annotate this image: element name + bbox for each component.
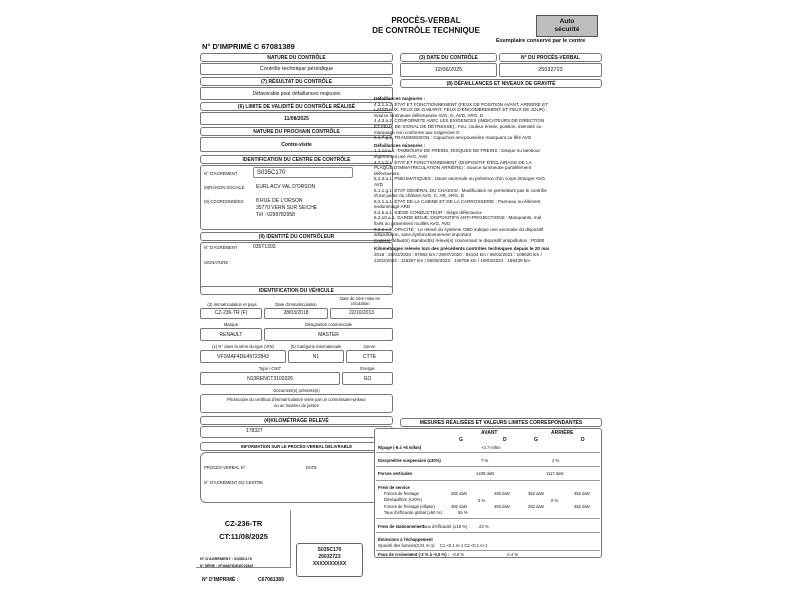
nature-header: NATURE DU CONTRÔLE <box>200 53 393 62</box>
report-title <box>356 16 496 36</box>
brake-rear-g: 352 daN <box>528 491 544 496</box>
measure-rule <box>376 452 600 453</box>
sticker-approval: N° D'AGRÉMENT : S035C170 <box>200 557 253 561</box>
efficiency-label: Taux d'efficacité global (≥50 %) : <box>384 510 445 515</box>
ovality-rear-d: 352 daN <box>574 504 590 509</box>
inspection-report-page <box>196 10 606 595</box>
sticker-serial: N° SÉRIE : VF1MAF4DE49722843 <box>200 564 254 568</box>
major-defect-line: ET FEUX DE SIGNAL DE DÉTRESSE) : Feu, couleur émise, position, intensité ou <box>374 123 542 129</box>
rear-g-label: G <box>534 437 538 443</box>
ovality-front-g: 482 daN <box>451 504 467 509</box>
ovality-front-d: 493 daN <box>494 504 510 509</box>
category-value: N1 <box>288 350 344 363</box>
minor-defect-line: antipollution, sans dysfonctionnement important <box>374 232 472 238</box>
suspension-rear: 2 % <box>552 458 560 463</box>
measure-rule <box>376 466 600 467</box>
vertical-forces-front: 1439 daN <box>476 471 495 476</box>
imbalance-front: 3 % <box>478 498 486 503</box>
front-g-label: G <box>459 437 463 443</box>
vertical-forces-rear: 1117 daN <box>546 471 564 476</box>
delivered-header: INFORMATION SUR LE PROCÈS-VERBAL DÉLIVRABLE <box>200 442 393 451</box>
minor-defect-line: 1.1.14.a.1. TAMBOURS DE FREINS, DISQUES DE FREINS : Disque ou tambour <box>374 148 541 154</box>
energy-label: Énergie <box>360 366 375 371</box>
signature-label: SIGNATURE : <box>204 260 231 265</box>
category-label: (5) Catégorie internationale <box>290 344 342 349</box>
ripage-value: +2.7 m/km <box>481 445 501 450</box>
opacity-label: Opacité des fumées(0.01 m-1) <box>378 543 435 548</box>
mileage-box <box>200 426 393 438</box>
headlight-right: -2.4 % <box>506 552 519 557</box>
plate-value: CZ-236-TR (F) <box>200 308 262 319</box>
delivered-box <box>200 452 393 503</box>
print-number: N° D'IMPRIMÉ C 67081389 <box>202 42 295 51</box>
sticker-print-value: C67081389 <box>258 577 284 583</box>
documents-line2: ou un huissier de justice <box>274 403 319 408</box>
minor-defect-line: 6.2.10.a.1. GARDE-BOUE, DISPOSITIFS ANTI-PROJECTIONS : Manquants, mal <box>374 215 542 221</box>
parking-brake-label: Frein de stationnement <box>378 524 425 529</box>
sticker-plate: CZ-236-TR <box>224 519 263 528</box>
code-mask: XXXXXXXXXX <box>312 561 347 567</box>
next-control-value: Contre-visite <box>200 137 393 152</box>
defects-header: (8) DÉFAILLANCES ET NIVEAUX DE GRAVITÉ <box>400 79 602 88</box>
auto-securite-stamp <box>536 15 598 37</box>
vertical-forces-label: Forces verticales <box>378 471 413 476</box>
minor-defect-line: 6.2.5.a.1. SIÈGE CONDUCTEUR : Siège défectueux <box>374 209 482 215</box>
parking-brake-value: 23 % <box>479 524 489 529</box>
first-date-value: 22/10/2013 <box>330 308 393 319</box>
major-defect-line: 6.1.7.g.2. TRANSMISSION : Capuchon anti-poussière manquant ou fêlé AVG <box>374 135 532 141</box>
code-pv: 25032723 <box>318 554 341 560</box>
model-label: Désignation commerciale <box>304 322 352 327</box>
documents-line1: Photocopie du certificat d'immatriculation visée par un commissaire-priseur <box>227 397 366 402</box>
brake-rear-d: 352 daN <box>574 491 590 496</box>
center-address-line2: 35770 VERN SUR SEICHE <box>256 205 318 211</box>
pv-number-header: N° DU PROCÈS-VERBAL <box>499 53 602 62</box>
rear-d-label: D <box>581 437 585 443</box>
delivered-date-label: DATE <box>306 465 317 470</box>
vin-value: VF1MAF4DE49722843 <box>200 350 286 363</box>
measure-rule <box>376 550 600 551</box>
major-defects-list <box>374 102 604 141</box>
minor-defects-list <box>374 148 604 243</box>
result-value: Défavorable pour défaillances majeures <box>200 87 393 100</box>
major-defect-line: Source lumineuse défectueuse AVG, G, AVD, ARG, D <box>374 112 484 118</box>
minor-defect-line: fixés ou gravement rouillés AVG, AVD <box>374 221 451 227</box>
delivered-approval-label: N° D'AGRÉMENT DU CENTRE <box>204 480 263 485</box>
control-date-header: (3) DATE DU CONTRÔLE <box>400 53 497 62</box>
nature-value: Contrôle technique périodique <box>200 63 393 75</box>
parking-brake-text: Taux d'efficacité (≥16 %) : <box>422 524 470 529</box>
suspension-label: Dissymétrie suspension (≤30%) <box>378 458 441 463</box>
minor-defect-line: PLAQUE D'IMMATRICULATION ARRIÈRE) : Source lumineuse partiellement <box>374 165 532 171</box>
minor-defect-line: légèrement usé AVG, AVD <box>374 153 428 159</box>
minor-defect-line: Code(s) défaut(s) standard(s) relevé(s) concernant le dispositif antipollution : P0380 <box>374 237 545 243</box>
km-history-title: Kilométrages relevés lors des précédents contrôles techniques depuis le 20 mai <box>374 246 550 252</box>
reg-date-label: Date d'immatriculation <box>275 302 317 307</box>
model-value: MASTER <box>264 328 393 341</box>
controller-header: (9) IDENTITÉ DU CONTRÔLEUR <box>200 232 393 241</box>
report-title-line2: DE CONTRÔLE TECHNIQUE <box>372 26 480 35</box>
plate-label: (2) Immatriculation et pays <box>207 302 257 307</box>
center-name-value: EURL ACV VAL D'ORSON <box>256 184 316 190</box>
make-value: RENAULT <box>200 328 262 341</box>
stamp-line1: Auto <box>559 18 575 25</box>
km-history-line: 12/02/2022 : 118357 km / 06/06/2023 : 148758 km / 19/03/2024 : 159439 km <box>374 257 530 263</box>
mileage-value: 178327 <box>246 428 263 434</box>
next-control-header: NATURE DU PROCHAIN CONTRÔLE <box>200 127 393 136</box>
minor-defect-line: AVD <box>374 181 384 187</box>
minor-defect-line: 4.7.1.b.1. ÉTAT ET FONCTIONNEMENT (DISPOSITIF D'ÉCLAIRAGE DE LA <box>374 159 532 165</box>
documents-label: Document(s) présenté(s) <box>273 388 320 393</box>
minor-defect-line: d'une partie du châssis AVG, C, AR, ARG, D <box>374 193 464 199</box>
headlight-label: Faux de croisement (-3 % à -0,5 %) : <box>378 552 450 557</box>
control-date-value: 12/06/2025 <box>400 63 497 77</box>
exhaust-header: Émissions à l'échappement <box>378 537 433 542</box>
minor-defect-line: 6.2.1.a.1. ÉTAT DE LA CABINE ET DE LA CARROSSERIE : Panneau ou élément <box>374 198 541 204</box>
make-label: Marque <box>223 322 239 327</box>
pv-number-value: 25032723 <box>499 63 602 77</box>
brake-front-d: 493 daN <box>494 491 510 496</box>
center-phone: Tél : 0299782958 <box>256 212 295 218</box>
suspension-front: 7 % <box>481 458 489 463</box>
measure-rule <box>376 480 600 481</box>
kind-label: Genre <box>363 344 376 349</box>
brake-front-g: 482 daN <box>451 491 467 496</box>
imbalance-label: Déséquilibre (≤20%) <box>384 497 422 502</box>
delivered-pv-label: PROCÈS-VERBAL N° <box>204 465 246 470</box>
center-address-line1: 8 RUE DE L'ORSON <box>256 198 303 204</box>
validity-value: 11/08/2025 <box>200 112 393 125</box>
center-name-label: (9)RAISON SOCIALE <box>204 185 245 190</box>
imbalance-rear: 0 % <box>551 498 559 503</box>
center-coords-label: (9) COORDONNÉES <box>204 199 244 204</box>
sticker-ct-date: CT:11/08/2025 <box>219 532 268 541</box>
validity-header: (6) LIMITE DE VALIDITÉ DU CONTRÔLE RÉALISÉ <box>200 102 393 111</box>
front-axle-label: AVANT <box>481 430 498 436</box>
km-history-list <box>374 252 604 263</box>
reg-date-value: 28/03/2018 <box>264 308 328 319</box>
opacity-value: C1 <0.1 m-1 C2 <0.1 m-1 <box>440 543 488 548</box>
center-approval-value: S035C170 <box>253 167 353 178</box>
minor-defect-line: défectueuse <box>374 170 400 176</box>
major-defect-line: 4.2.1.a.2. ÉTAT ET FONCTIONNEMENT (FEUX DE POSITION AVANT, ARRIÈRE ET <box>374 101 548 107</box>
vin-label: (1) N° dans la série du type (VIN) <box>212 344 274 349</box>
sticker-print-label: N° D'IMPRIMÉ : <box>202 577 239 583</box>
mileage-header: (4)KILOMÉTRAGE RELEVÉ <box>200 416 393 425</box>
kind-value: CTTE <box>346 350 393 363</box>
km-history-line: 2018 : 20/02/2020 : 87882 km / 29/07/2020 : 94104 km / 06/02/2021 : 109520 km / <box>374 252 542 258</box>
service-brake-header: Frein de service <box>378 485 410 490</box>
controller-approval-value: 035T1303 <box>253 244 276 250</box>
brake-forces-label: Forces de freinage <box>384 491 419 496</box>
center-header: IDENTIFICATION DU CENTRE DE CONTRÔLE <box>200 155 393 164</box>
minor-defect-line: endommagé ARD <box>374 204 411 210</box>
controller-approval-label: N° D'AGRÉMENT <box>204 245 238 250</box>
center-approval-label: N° D'AGRÉMENT <box>204 171 238 176</box>
minor-defect-line: 6.1.1.g.1. ÉTAT GÉNÉRAL DU CHÂSSIS : Modification ne permettant pas le contrôle <box>374 187 547 193</box>
copy-note: Exemplaire conservé par le centre <box>496 38 586 44</box>
vehicle-header: IDENTIFICATION DU VÉHICULE <box>200 286 393 295</box>
code-center: S035C170 <box>317 547 342 553</box>
minor-defects-title: Défaillances mineures : <box>374 142 426 148</box>
major-defect-line: 4.4.3.a.2. CONFORMITÉ AVEC LES EXIGENCES (INDICATEURS DE DIRECTION <box>374 118 545 124</box>
minor-defect-line: 8.2.2.c.1. OPACITÉ : Le relevé du système OBD indique une anomalie du dispositif <box>374 226 544 232</box>
rear-axle-label: ARRIÈRE <box>551 430 574 436</box>
major-defect-line: marquage non conforme aux exigences G <box>374 129 460 135</box>
major-defect-line: LATÉRAUX, FEUX DE GABARIT, FEUX D'ENCOMBREMENT ET FEUX DE JOUR) : <box>374 107 548 113</box>
ripage-label: Ripage (-8 à +8 m/km) <box>378 445 422 450</box>
major-defects-title: Défaillances majeures : <box>374 96 426 101</box>
stamp-line2: sécurité <box>554 26 580 33</box>
energy-value: GO <box>342 372 393 385</box>
defects-list <box>374 96 604 263</box>
headlight-left: -0.5 % <box>452 552 465 557</box>
result-header: (7) RÉSULTAT DU CONTRÔLE <box>200 77 393 86</box>
report-title-line1: PROCÈS-VERBAL <box>391 16 461 25</box>
measure-rule <box>376 518 600 519</box>
measures-header: MESURES RÉALISÉES ET VALEURS LIMITES CORRESPONDANTES <box>400 418 602 427</box>
first-date-label: Date de 1ère mise en circulation <box>339 296 381 306</box>
type-value: N10RENCT3102026 <box>200 372 340 385</box>
minor-defect-line: 5.2.3.a.1. PNEUMATIQUES : Usure anormale ou présence d'un corps étranger AVG, <box>374 176 547 182</box>
ovality-label: Forces de freinage (ellipse) <box>384 504 435 509</box>
type-label: Type / CNIT <box>258 366 282 371</box>
front-d-label: D <box>503 437 507 443</box>
efficiency-value: 65 % <box>458 510 468 515</box>
ovality-rear-g: 352 daN <box>528 504 544 509</box>
measure-rule <box>376 532 600 533</box>
